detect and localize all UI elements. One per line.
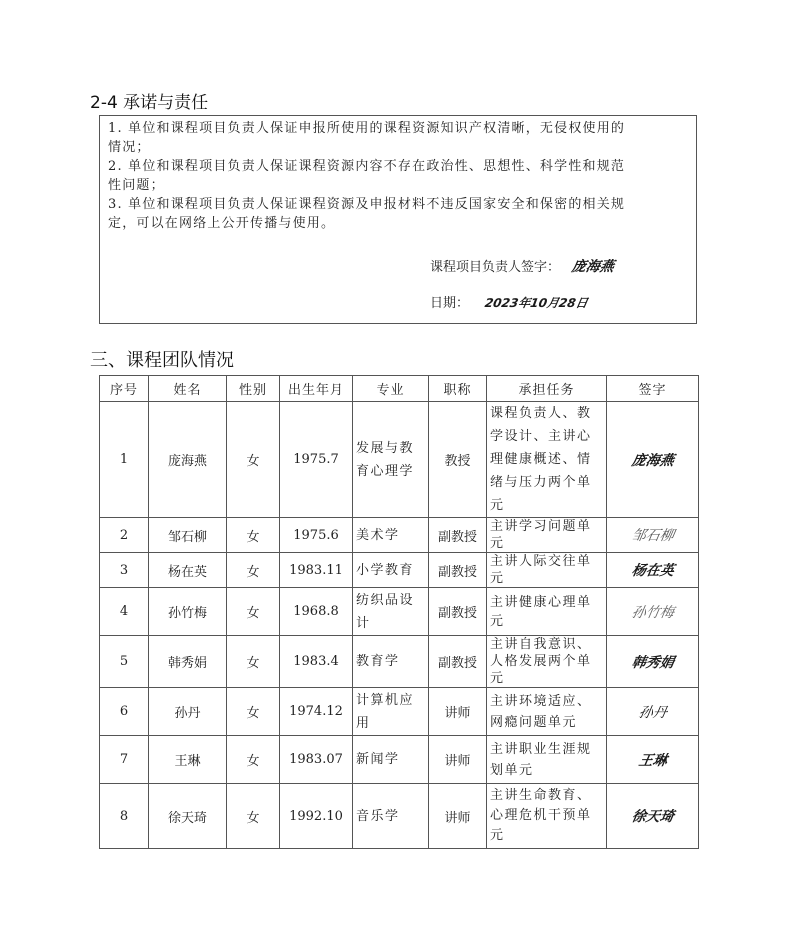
cell-no: 7 — [100, 736, 149, 784]
cell-signature — [607, 553, 699, 588]
table-header-row — [100, 376, 699, 402]
pledge-line: 性问题； — [108, 178, 165, 193]
cell-no: 8 — [100, 784, 149, 849]
cell-signature — [607, 736, 699, 784]
cell-task: 主讲环境适应、网瘾问题单元 — [487, 688, 607, 736]
cell-title: 副教授 — [429, 553, 487, 588]
handwritten-date: 2023年10月28日 — [483, 296, 590, 310]
table-row — [100, 688, 699, 736]
cell-task: 课程负责人、教学设计、主讲心理健康概述、情绪与压力两个单元 — [487, 402, 607, 518]
cell-name: 徐天琦 — [149, 784, 227, 849]
pledge-box — [99, 115, 697, 324]
cell-name: 邹石柳 — [149, 518, 227, 553]
cell-signature — [607, 402, 699, 518]
cell-no: 4 — [100, 588, 149, 636]
cell-no: 2 — [100, 518, 149, 553]
cell-birth: 1992.10 — [280, 784, 353, 849]
handwritten-signature: 庞海燕 — [629, 452, 675, 469]
cell-name: 庞海燕 — [149, 402, 227, 518]
cell-major: 音乐学 — [353, 784, 429, 849]
date-row — [430, 292, 588, 311]
cell-task: 主讲职业生涯规划单元 — [487, 736, 607, 784]
table-row — [100, 736, 699, 784]
cell-task: 主讲健康心理单元 — [487, 588, 607, 636]
handwritten-signature: 庞海燕 — [570, 259, 616, 275]
cell-title: 副教授 — [429, 588, 487, 636]
cell-major: 纺织品设计 — [353, 588, 429, 636]
cell-birth: 1975.6 — [280, 518, 353, 553]
header-cell: 签字 — [607, 376, 699, 402]
cell-title: 副教授 — [429, 518, 487, 553]
cell-signature — [607, 588, 699, 636]
table-row — [100, 402, 699, 518]
pledge-line: 2. 单位和课程项目负责人保证课程资源内容不存在政治性、思想性、科学性和规范 — [108, 159, 626, 174]
pledge-line: 定，可以在网络上公开传播与使用。 — [108, 216, 336, 231]
cell-task: 主讲自我意识、人格发展两个单元 — [487, 636, 607, 688]
header-cell: 性别 — [227, 376, 280, 402]
signature-row — [430, 256, 614, 276]
cell-gender: 女 — [227, 736, 280, 784]
section-title-team: 三、课程团队情况 — [90, 350, 234, 371]
cell-gender: 女 — [227, 636, 280, 688]
cell-major: 发展与教育心理学 — [353, 402, 429, 518]
cell-signature — [607, 518, 699, 553]
cell-gender: 女 — [227, 553, 280, 588]
cell-birth: 1975.7 — [280, 402, 353, 518]
cell-gender: 女 — [227, 784, 280, 849]
header-cell: 序号 — [100, 376, 149, 402]
handwritten-signature: 徐天琦 — [629, 809, 675, 825]
cell-title: 教授 — [429, 402, 487, 518]
cell-gender: 女 — [227, 588, 280, 636]
table-row — [100, 588, 699, 636]
cell-task: 主讲学习问题单元 — [487, 518, 607, 553]
cell-gender: 女 — [227, 402, 280, 518]
handwritten-signature: 孙竹梅 — [629, 604, 675, 621]
cell-major: 计算机应用 — [353, 688, 429, 736]
cell-task: 主讲生命教育、心理危机干预单元 — [487, 784, 607, 849]
handwritten-signature: 王琳 — [636, 752, 668, 769]
cell-name: 韩秀娟 — [149, 636, 227, 688]
table-row — [100, 518, 699, 553]
header-cell: 姓名 — [149, 376, 227, 402]
cell-title: 副教授 — [429, 636, 487, 688]
cell-no: 6 — [100, 688, 149, 736]
cell-task: 主讲人际交往单元 — [487, 553, 607, 588]
pledge-line: 1. 单位和课程项目负责人保证申报所使用的课程资源知识产权清晰，无侵权使用的 — [108, 121, 626, 136]
cell-name: 杨在英 — [149, 553, 227, 588]
cell-gender: 女 — [227, 688, 280, 736]
handwritten-signature: 韩秀娟 — [629, 654, 675, 671]
cell-major: 小学教育 — [353, 553, 429, 588]
cell-major: 新闻学 — [353, 736, 429, 784]
cell-title: 讲师 — [429, 688, 487, 736]
cell-birth: 1983.11 — [280, 553, 353, 588]
cell-signature — [607, 784, 699, 849]
header-cell: 专业 — [353, 376, 429, 402]
header-cell: 承担任务 — [487, 376, 607, 402]
cell-no: 5 — [100, 636, 149, 688]
cell-no: 3 — [100, 553, 149, 588]
table-row — [100, 636, 699, 688]
cell-name: 孙丹 — [149, 688, 227, 736]
cell-title: 讲师 — [429, 784, 487, 849]
header-cell: 职称 — [429, 376, 487, 402]
cell-major: 教育学 — [353, 636, 429, 688]
cell-signature — [607, 636, 699, 688]
pledge-line: 3. 单位和课程项目负责人保证课程资源及申报材料不违反国家安全和保密的相关规 — [108, 197, 626, 212]
handwritten-signature: 杨在英 — [629, 563, 675, 579]
cell-name: 孙竹梅 — [149, 588, 227, 636]
cell-title: 讲师 — [429, 736, 487, 784]
cell-birth: 1974.12 — [280, 688, 353, 736]
cell-signature — [607, 688, 699, 736]
cell-birth: 1983.07 — [280, 736, 353, 784]
cell-birth: 1983.4 — [280, 636, 353, 688]
header-cell: 出生年月 — [280, 376, 353, 402]
cell-name: 王琳 — [149, 736, 227, 784]
cell-birth: 1968.8 — [280, 588, 353, 636]
handwritten-signature: 孙丹 — [636, 704, 668, 721]
cell-major: 美术学 — [353, 518, 429, 553]
cell-gender: 女 — [227, 518, 280, 553]
pledge-line: 情况； — [108, 140, 151, 155]
table-row — [100, 553, 699, 588]
section-title-pledge: 2-4 承诺与责任 — [90, 93, 209, 113]
cell-no: 1 — [100, 402, 149, 518]
signature-label: 课程项目负责人签字： — [430, 260, 561, 275]
date-label: 日期： — [430, 296, 470, 311]
table-row — [100, 784, 699, 849]
handwritten-signature: 邹石柳 — [629, 528, 675, 544]
team-table — [99, 375, 699, 849]
